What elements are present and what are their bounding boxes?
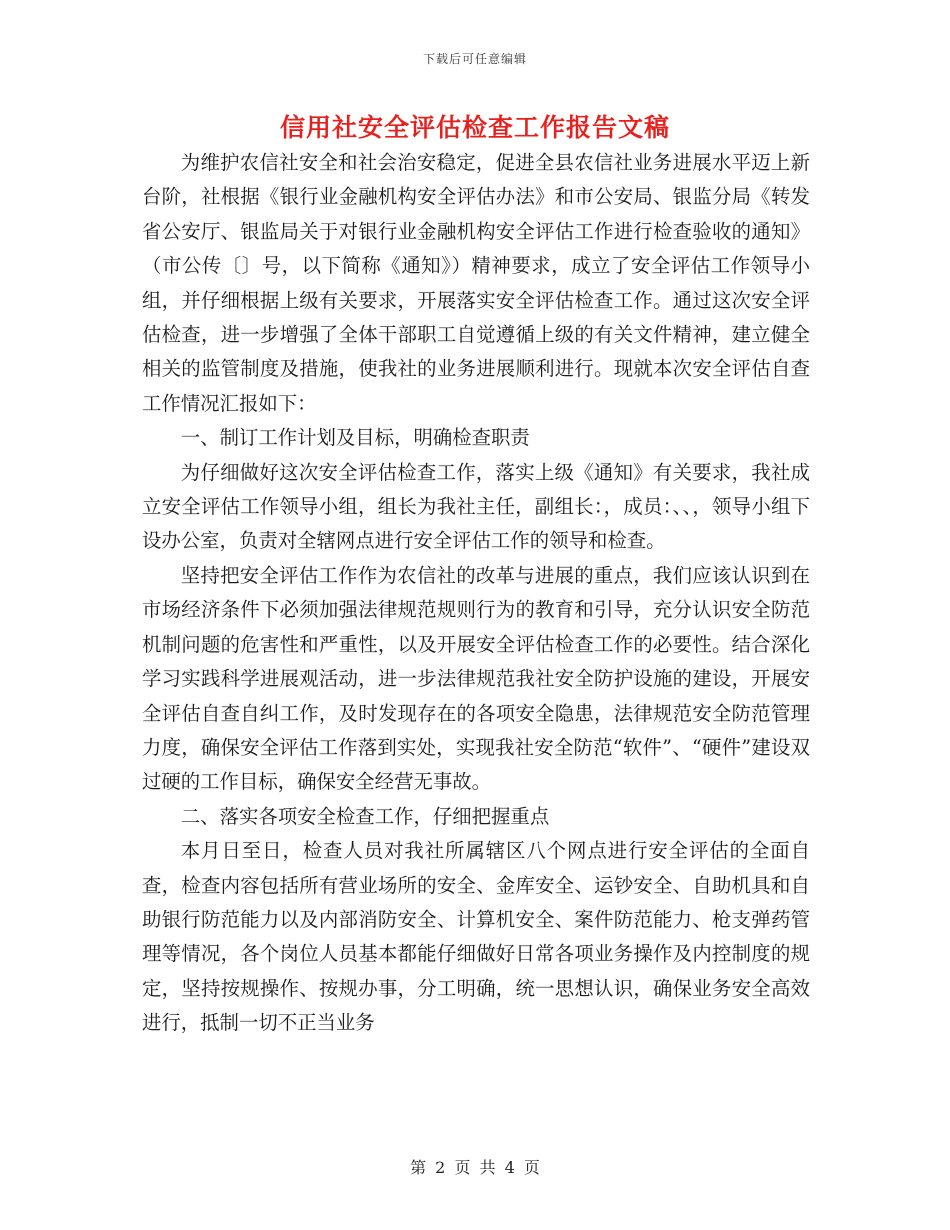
paragraph-priority: 坚持把安全评估工作作为农信社的改革与进展的重点，我们应该认识到在市场经济条件下必须加强法律规范规则行为的教育和引导，充分认识安全防范机制问题的危害性和严重性，以及开展安全评估检查工作的必要性。结合深化学习实践科学进展观活动，进一步法律规范我社安全防护设施的建设，开展安全评估自查自纠工作，及时发现存在的各项安全隐患，法律规范安全防范管理力度，确保安全评估工作落到实处，实现我社安全防范“软件”、“硬件”建设双过硬的工作目标，确保安全经营无事故。 xyxy=(142,563,810,794)
paragraph-intro: 为维护农信社安全和社会治安稳定，促进全县农信社业务进展水平迈上新台阶，社根据《银行业金融机构安全评估办法》和市公安局、银监分局《转发省公安厅、银监局关于对银行业金融机构安全评估工作进行检查验收的通知》（市公传〔〕号，以下简称《通知》）精神要求，成立了安全评估工作领导小组，并仔细根据上级有关要求，开展落实安全评估检查工作。通过这次安全评估检查，进一步增强了全体干部职工自觉遵循上级的有关文件精神，建立健全相关的监管制度及措施，使我社的业务进展顺利进行。现就本次安全评估自查工作情况汇报如下： xyxy=(142,151,810,415)
page-header: 下载后可任意编辑 xyxy=(422,52,527,66)
section-heading-2: 二、落实各项安全检查工作，仔细把握重点 xyxy=(180,804,550,828)
document-body xyxy=(142,146,810,1041)
page-footer: 第 2 页 共 4 页 xyxy=(410,1158,540,1177)
section-heading-1: 一、制订工作计划及目标，明确检查职责 xyxy=(180,426,530,450)
paragraph-leadership: 为仔细做好这次安全评估检查工作，落实上级《通知》有关要求，我社成立安全评估工作领导小组，组长为我社主任，副组长：，成员：、、，领导小组下设办公室，负责对全辖网点进行安全评估工作的领导和检查。 xyxy=(142,460,810,553)
paragraph-inspection: 本月日至日，检查人员对我社所属辖区八个网点进行安全评估的全面自查，检查内容包括所有营业场所的安全、金库安全、运钞安全、自助机具和自助银行防范能力以及内部消防安全、计算机安全、案件防范能力、枪支弹药管理等情况，各个岗位人员基本都能仔细做好日常各项业务操作及内控制度的规定，坚持按规操作、按规办事，分工明确，统一思想认识，确保业务安全高效进行，抵制一切不正当业务 xyxy=(142,839,810,1035)
document-title: 信用社安全评估检查工作报告文稿 xyxy=(279,113,670,142)
